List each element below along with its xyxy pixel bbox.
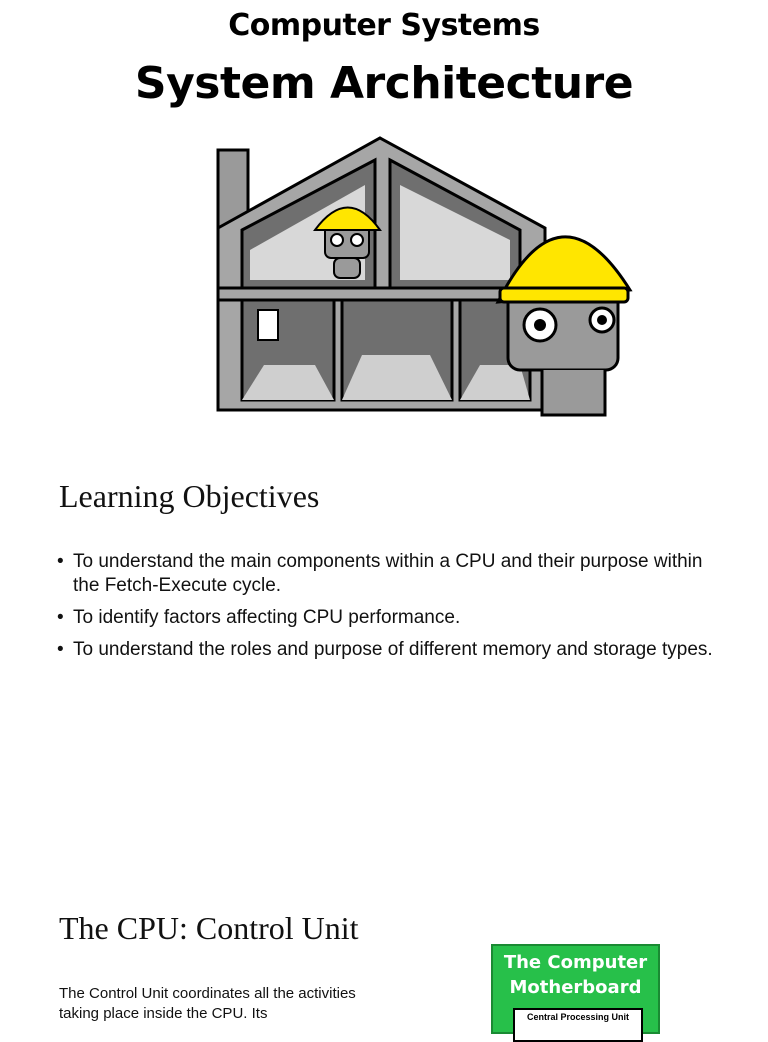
cpu-section-text: The Control Unit coordinates all the activities taking place inside the CPU. Its — [59, 985, 356, 1022]
learning-objectives-heading: Learning Objectives — [59, 478, 320, 514]
list-item: • To understand the roles and purpose of different memory and storage types. — [57, 638, 717, 662]
house-with-robots-illustration — [180, 130, 650, 425]
motherboard-card-title: The Computer Motherboard — [503, 952, 648, 998]
cpu-section-heading: The CPU: Control Unit — [59, 910, 359, 946]
motherboard-card — [491, 944, 660, 1034]
list-item: • To understand the main components within a CPU and their purpose within the Fetch-Execute cycle. — [57, 550, 717, 598]
objectives-list — [57, 550, 717, 670]
page-title: Computer Systems — [228, 8, 540, 43]
page-subtitle: System Architecture — [134, 58, 634, 109]
list-item: • To identify factors affecting CPU performance. — [57, 606, 717, 630]
cpu-box: Central Processing Unit — [513, 1008, 643, 1042]
